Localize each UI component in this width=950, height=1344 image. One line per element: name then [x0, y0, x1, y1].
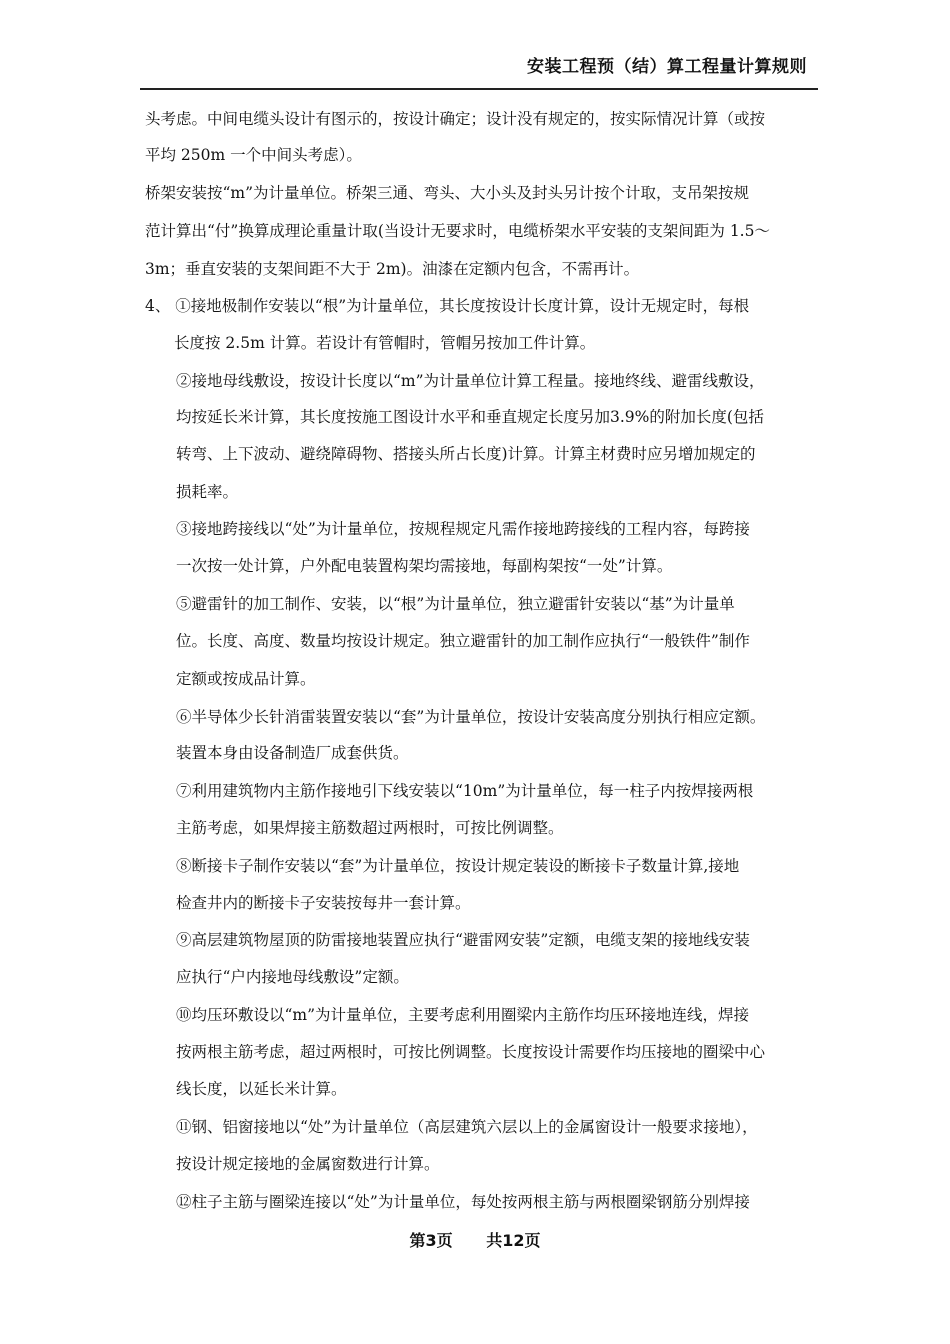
- text-line: ②接地母线敷设，按设计长度以“m”为计量单位计算工程量。接地终线、避雷线敷设，: [176, 372, 765, 390]
- text-line: 一次按一处计算，户外配电装置构架均需接地，每副构架按“一处”计算。: [176, 557, 673, 575]
- text-line: 检查井内的断接卡子安装按每井一套计算。: [176, 894, 471, 912]
- text-line: ⑦利用建筑物内主筋作接地引下线安装以“10m”为计量单位，每一柱子内按焊接两根: [176, 782, 754, 800]
- text-line: 位。长度、高度、数量均按设计规定。独立避雷针的加工制作应执行“一般铁件”制作: [176, 632, 750, 650]
- text-line: 应执行“户内接地母线敷设”定额。: [176, 968, 409, 986]
- header-rule: [140, 88, 818, 90]
- text-line: 均按延长米计算，其长度按施工图设计水平和垂直规定长度另加3.9%的附加长度(包括: [176, 408, 764, 426]
- page-footer: [0, 1228, 950, 1251]
- text-line: ⑤避雷针的加工制作、安装，以“根”为计量单位，独立避雷针安装以“基”为计量单: [176, 595, 735, 613]
- text-line: ③接地跨接线以“处”为计量单位，按规程规定凡需作接地跨接线的工程内容，每跨接: [176, 520, 750, 538]
- text-line: 长度按 2.5m 计算。若设计有管帽时，管帽另按加工件计算。: [174, 334, 596, 352]
- text-line: 主筋考虑，如果焊接主筋数超过两根时，可按比例调整。: [176, 819, 564, 837]
- text-line: ⑧断接卡子制作安装以“套”为计量单位，按设计规定装设的断接卡子数量计算,接地: [176, 857, 740, 875]
- text-line: 平均 250m 一个中间头考虑）。: [145, 146, 362, 164]
- text-line: ⑥半导体少长针消雷装置安装以“套”为计量单位，按设计安装高度分别执行相应定额。: [176, 708, 766, 726]
- text-line: 桥架安装按“m”为计量单位。桥架三通、弯头、大小头及封头另计按个计取，支吊架按规: [145, 184, 750, 202]
- text-line: 范计算出“付”换算成理论重量计取(当设计无要求时，电缆桥架水平安装的支架间距为 1.5～: [145, 222, 770, 240]
- text-line: 转弯、上下波动、避绕障碍物、搭接头所占长度)计算。计算主材费时应另增加规定的: [176, 445, 756, 463]
- text-line: 按两根主筋考虑，超过两根时，可按比例调整。长度按设计需要作均压接地的圈梁中心: [176, 1043, 766, 1061]
- text-line: 4、 ①接地极制作安装以“根”为计量单位，其长度按设计长度计算，设计无规定时，每根: [145, 297, 750, 315]
- text-line: ⑩均压环敷设以“m”为计量单位，主要考虑利用圈梁内主筋作均压环接地连线，焊接: [176, 1006, 750, 1024]
- text-line: ⑫柱子主筋与圈梁连接以“处”为计量单位，每处按两根主筋与两根圈梁钢筋分别焊接: [176, 1193, 750, 1211]
- page-number: 第3页: [409, 1231, 453, 1250]
- text-line: 3m；垂直安装的支架间距不大于 2m)。油漆在定额内包含，不需再计。: [145, 260, 640, 278]
- text-line: 损耗率。: [176, 483, 239, 501]
- page-header-title: 安装工程预（结）算工程量计算规则: [527, 57, 807, 77]
- text-line: ⑨高层建筑物屋顶的防雷接地装置应执行“避雷网安装”定额，电缆支架的接地线安装: [176, 931, 750, 949]
- page-total: 共12页: [486, 1231, 541, 1250]
- text-line: 装置本身由设备制造厂成套供货。: [176, 744, 409, 762]
- text-line: 头考虑。中间电缆头设计有图示的，按设计确定；设计没有规定的，按实际情况计算（或按: [145, 110, 766, 128]
- text-line: 按设计规定接地的金属窗数进行计算。: [176, 1155, 440, 1173]
- text-line: ⑪钢、铝窗接地以“处”为计量单位（高层建筑六层以上的金属窗设计一般要求接地），: [176, 1118, 758, 1136]
- text-line: 定额或按成品计算。: [176, 670, 316, 688]
- text-line: 线长度，以延长米计算。: [176, 1080, 347, 1098]
